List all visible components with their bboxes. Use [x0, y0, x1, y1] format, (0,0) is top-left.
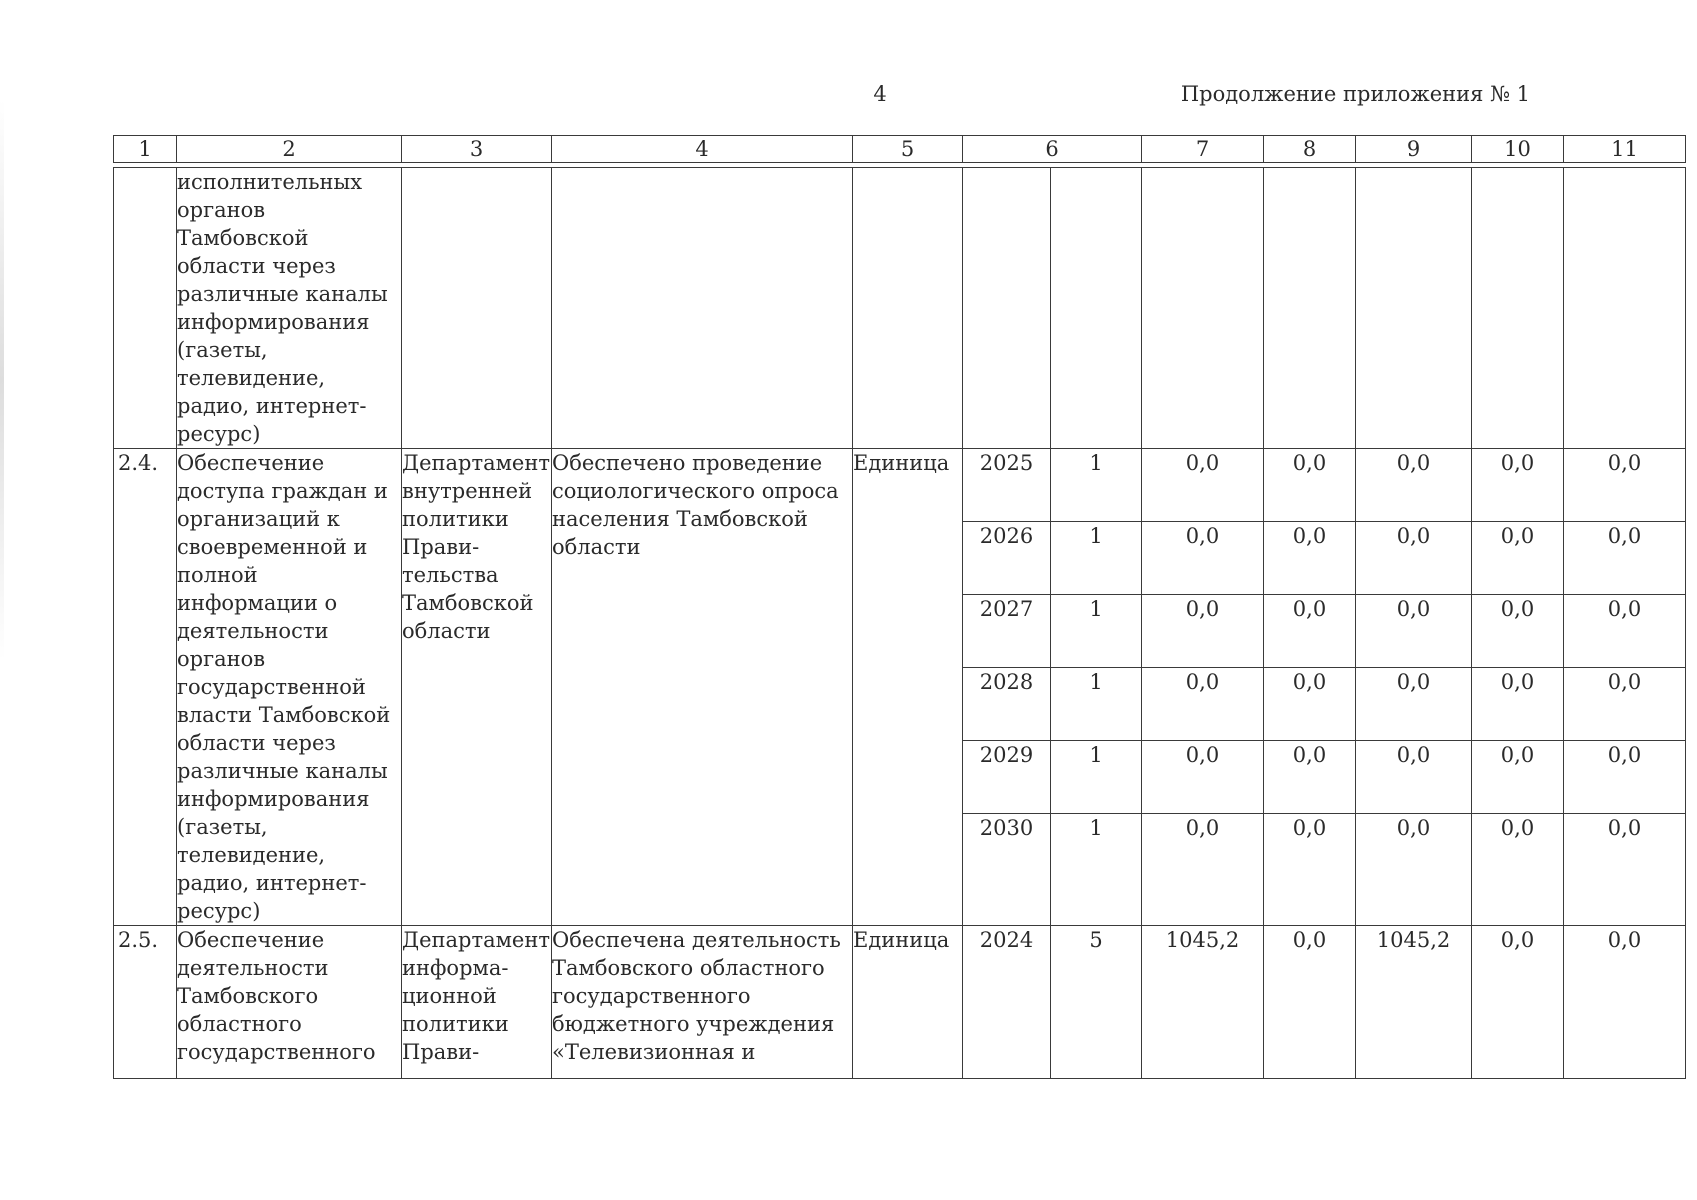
- scan-edge: [0, 100, 4, 660]
- cell-8: 0,0: [1264, 740, 1356, 813]
- cell-11: 0,0: [1564, 521, 1686, 594]
- row-number: 2.5.: [114, 926, 177, 1079]
- cell-9: 0,0: [1356, 667, 1472, 740]
- cell-7: 0,0: [1142, 813, 1264, 925]
- cell-7: 0,0: [1142, 449, 1264, 522]
- column-number: 5: [853, 136, 963, 163]
- measure-name: Обеспечение доступа граждан и организаций к своевременной и полной информации о деятельности органов государственной власти Тамбовской области через различные каналы информирования (газеты, телевидение, радио, интернет-ресурс): [177, 449, 402, 926]
- year: 2025: [963, 449, 1051, 522]
- column-number: 4: [552, 136, 853, 163]
- cell-8: 0,0: [1264, 813, 1356, 925]
- result: Обеспечено проведение социологического опроса населения Тамбовской области: [552, 449, 853, 926]
- cell-8: 0,0: [1264, 449, 1356, 522]
- cell-8: 0,0: [1264, 926, 1356, 1079]
- program-table: [113, 135, 1686, 1079]
- column-number: 11: [1564, 136, 1686, 163]
- executor: Департамент информа-ционной политики Прави-: [402, 926, 552, 1079]
- cell-9: 0,0: [1356, 449, 1472, 522]
- cell-11: 0,0: [1564, 813, 1686, 925]
- column-number: 8: [1264, 136, 1356, 163]
- year: 2027: [963, 594, 1051, 667]
- cell-10: 0,0: [1472, 667, 1564, 740]
- cell-7: 0,0: [1142, 740, 1264, 813]
- value: 1: [1051, 740, 1142, 813]
- column-number: 7: [1142, 136, 1264, 163]
- column-number: 3: [402, 136, 552, 163]
- cell-7: 0,0: [1142, 667, 1264, 740]
- column-number: 1: [114, 136, 177, 163]
- year: 2028: [963, 667, 1051, 740]
- value: 1: [1051, 521, 1142, 594]
- value: 5: [1051, 926, 1142, 1079]
- continuation-caption: Продолжение приложения № 1: [1180, 82, 1530, 106]
- unit: Единица: [853, 926, 963, 1079]
- cell-8: 0,0: [1264, 521, 1356, 594]
- table-row: [114, 168, 1686, 449]
- cell-11: 0,0: [1564, 667, 1686, 740]
- cell-9: 0,0: [1356, 594, 1472, 667]
- value: 1: [1051, 813, 1142, 925]
- cell-11: 0,0: [1564, 740, 1686, 813]
- cell-7: 0,0: [1142, 521, 1264, 594]
- cell-8: 0,0: [1264, 667, 1356, 740]
- row-number: 2.4.: [114, 449, 177, 926]
- year: 2029: [963, 740, 1051, 813]
- column-number: 6: [963, 136, 1142, 163]
- page-number: 4: [873, 82, 887, 106]
- cell-8: 0,0: [1264, 594, 1356, 667]
- cell-10: 0,0: [1472, 813, 1564, 925]
- year: 2030: [963, 813, 1051, 925]
- table-row: [114, 449, 1686, 522]
- cell-9: 1045,2: [1356, 926, 1472, 1079]
- cell-9: 0,0: [1356, 740, 1472, 813]
- value: 1: [1051, 667, 1142, 740]
- cell-11: 0,0: [1564, 926, 1686, 1079]
- executor: Департамент внутренней политики Прави-тельства Тамбовской области: [402, 449, 552, 926]
- year: 2026: [963, 521, 1051, 594]
- cell-10: 0,0: [1472, 594, 1564, 667]
- cell-11: 0,0: [1564, 594, 1686, 667]
- result: Обеспечена деятельность Тамбовского областного государственного бюджетного учреждения «Телевизионная и: [552, 926, 853, 1079]
- column-number: 9: [1356, 136, 1472, 163]
- cell-7: 1045,2: [1142, 926, 1264, 1079]
- cell-10: 0,0: [1472, 740, 1564, 813]
- cell-10: 0,0: [1472, 926, 1564, 1079]
- column-number: 2: [177, 136, 402, 163]
- value: 1: [1051, 449, 1142, 522]
- column-number-row: [114, 136, 1686, 163]
- table-row: [114, 926, 1686, 1079]
- cell-10: 0,0: [1472, 449, 1564, 522]
- measure-name: Обеспечение деятельности Тамбовского областного государственного: [177, 926, 402, 1079]
- cell-11: 0,0: [1564, 449, 1686, 522]
- cell-9: 0,0: [1356, 813, 1472, 925]
- unit: Единица: [853, 449, 963, 926]
- measure-name-cont: исполнительных органов Тамбовской области через различные каналы информирования (газеты, телевидение, радио, интернет-ресурс): [177, 168, 402, 449]
- cell-10: 0,0: [1472, 521, 1564, 594]
- cell-9: 0,0: [1356, 521, 1472, 594]
- year: 2024: [963, 926, 1051, 1079]
- value: 1: [1051, 594, 1142, 667]
- cell-7: 0,0: [1142, 594, 1264, 667]
- column-number: 10: [1472, 136, 1564, 163]
